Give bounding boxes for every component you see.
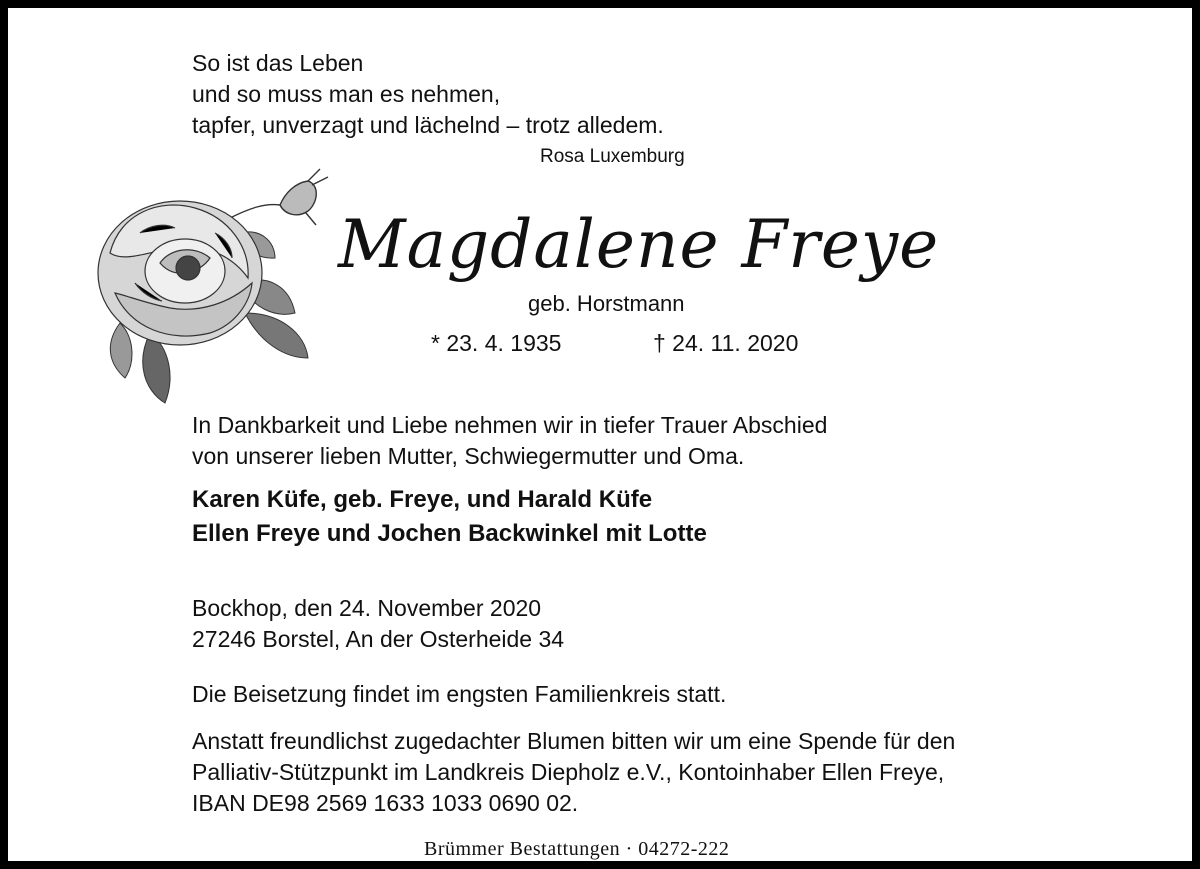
funeral-note: Die Beisetzung findet im engsten Familienkreis statt. bbox=[192, 681, 727, 707]
place-and-address bbox=[192, 593, 564, 655]
thanks-line: In Dankbarkeit und Liebe nehmen wir in tiefer Trauer Abschied bbox=[192, 412, 828, 438]
funeral-home-footer: Brümmer Bestattungen · 04272-222 bbox=[424, 838, 730, 860]
maiden-name: geb. Horstmann bbox=[528, 291, 685, 316]
family-line: Ellen Freye und Jochen Backwinkel mit Lotte bbox=[192, 520, 707, 547]
quote bbox=[192, 48, 664, 141]
donation-line: Anstatt freundlichst zugedachter Blumen bitten wir um eine Spende für den bbox=[192, 728, 956, 754]
deceased-name: Magdalene Freye bbox=[338, 206, 940, 283]
quote-line: So ist das Leben bbox=[192, 50, 364, 76]
donation-text bbox=[192, 726, 955, 819]
thanks-text bbox=[192, 410, 827, 472]
quote-author: Rosa Luxemburg bbox=[540, 146, 685, 167]
address: 27246 Borstel, An der Osterheide 34 bbox=[192, 626, 565, 652]
rose-illustration-icon bbox=[80, 163, 340, 413]
donation-line: Palliativ-Stützpunkt im Landkreis Diepholz e.V., Kontoinhaber Ellen Freye, bbox=[192, 759, 945, 785]
quote-line: und so muss man es nehmen, bbox=[192, 81, 501, 107]
quote-line: tapfer, unverzagt und lächelnd – trotz alledem. bbox=[192, 112, 664, 138]
family-line: Karen Küfe, geb. Freye, und Harald Küfe bbox=[192, 486, 653, 513]
donation-line: IBAN DE98 2569 1633 1033 0690 02. bbox=[192, 790, 579, 816]
thanks-line: von unserer lieben Mutter, Schwiegermutter und Oma. bbox=[192, 443, 745, 469]
family-names bbox=[192, 483, 707, 551]
birth-date: * 23. 4. 1935 bbox=[431, 330, 562, 356]
place-date: Bockhop, den 24. November 2020 bbox=[192, 595, 542, 621]
death-date: † 24. 11. 2020 bbox=[653, 330, 799, 356]
